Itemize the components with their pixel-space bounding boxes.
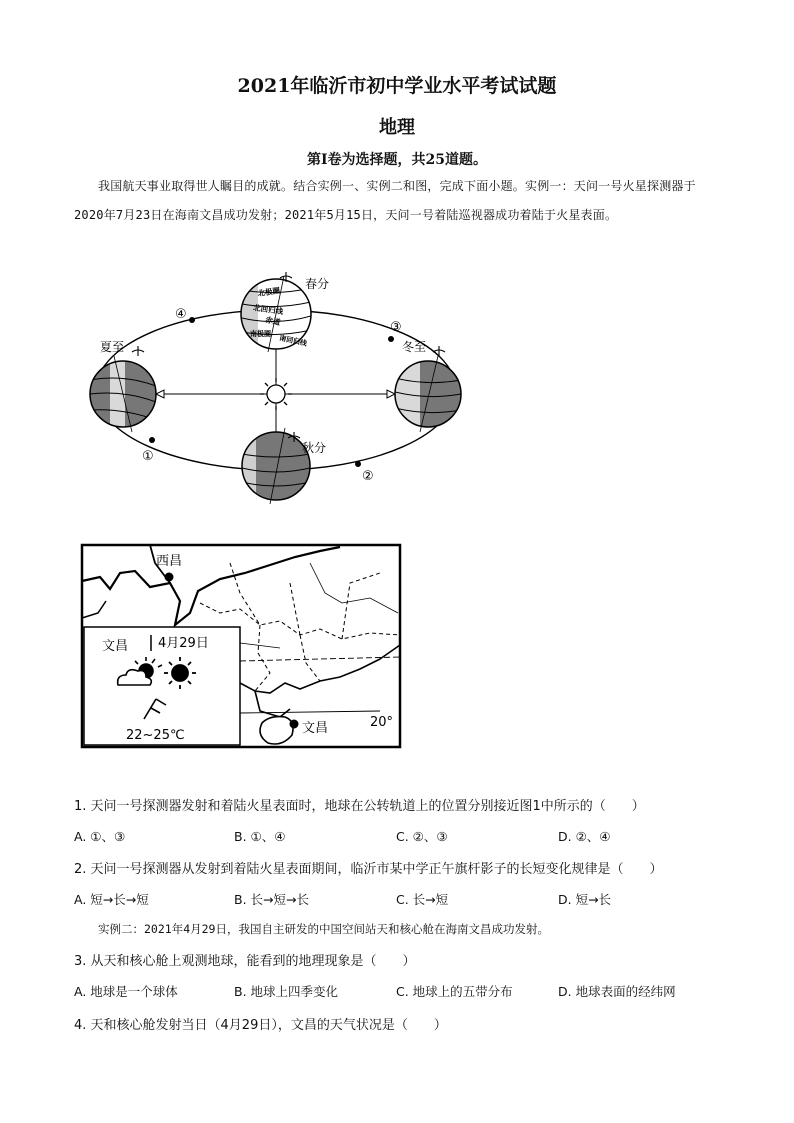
orbit-point-1 [149, 437, 155, 443]
label-summer: 夏至 [100, 340, 125, 354]
question-2-option-d[interactable]: D. 短→长 [558, 892, 612, 907]
earth-orbit-diagram [80, 268, 480, 516]
question-3-option-d[interactable]: D. 地球表面的经纬网 [558, 984, 676, 999]
lat-antarctic: 南极圈 [250, 330, 271, 338]
question-3-option-a[interactable]: A. 地球是一个球体 [74, 984, 178, 999]
question-1-stem: 1. 天问一号探测器发射和着陆火星表面时，地球在公转轨道上的位置分别接近图1中所示的（ ） [74, 799, 645, 814]
section-heading: 第Ⅰ卷为选择题，共25道题。 [306, 152, 488, 168]
label-autumn: 秋分 [302, 441, 327, 455]
lat-tropic-s: 南回归线 [278, 334, 308, 348]
question-1-option-a[interactable]: A. ①、③ [74, 829, 126, 844]
label-point-3: ③ [390, 320, 402, 335]
lat-arctic: 北极圈 [257, 285, 281, 298]
orbit-point-4 [189, 317, 195, 323]
question-3-stem: 3. 从天和核心舱上观测地球，能看到的地理现象是（ ） [74, 954, 416, 969]
question-1-option-b[interactable]: B. ①、④ [234, 829, 286, 844]
intro-paragraph: 我国航天事业取得世人瞩目的成就。结合实例一、实例二和图，完成下面小题。实例一：天问一号火星探测器于2020年7月23日在海南文昌成功发射；2021年5月15日，天问一号着陆巡视器成功着陆于火星表面。 [74, 179, 696, 222]
exam-title: 2021年临沂市初中学业水平考试试题 [237, 75, 557, 97]
label-xichang: 西昌 [156, 554, 183, 569]
earth-autumn [240, 428, 310, 508]
question-2-stem: 2. 天问一号探测器从发射到着陆火星表面期间，临沂市某中学正午旗杆影子的长短变化规律是（ ） [74, 862, 663, 877]
label-point-1: ① [142, 449, 154, 464]
xichang-dot [165, 573, 174, 582]
label-wenchang: 文昌 [302, 721, 329, 736]
question-1-option-d[interactable]: D. ②、④ [558, 829, 611, 844]
wenchang-dot [290, 720, 299, 729]
hainan-island [260, 717, 293, 744]
question-2-option-a[interactable]: A. 短→长→短 [74, 892, 149, 907]
orbit-point-3 [388, 336, 394, 342]
question-3-option-c[interactable]: C. 地球上的五带分布 [396, 984, 513, 999]
question-1-option-c[interactable]: C. ②、③ [396, 829, 448, 844]
question-2-option-c[interactable]: C. 长→短 [396, 892, 449, 907]
south-china-map [80, 543, 402, 749]
case-2-text: 实例二：2021年4月29日，我国自主研发的中国空间站天和核心舱在海南文昌成功发射。 [98, 922, 549, 936]
subject-title: 地理 [379, 117, 415, 138]
question-3-option-b[interactable]: B. 地球上四季变化 [234, 984, 339, 999]
label-point-4: ④ [175, 307, 187, 322]
label-winter: 冬至 [402, 340, 427, 354]
lat-tropic-n: 北回归线 [252, 303, 284, 317]
label-point-2: ② [362, 469, 374, 484]
question-4-stem: 4. 天和核心舱发射当日（4月29日），文昌的天气状况是（ ） [74, 1018, 447, 1033]
question-2-option-b[interactable]: B. 长→短→长 [234, 892, 309, 907]
inset-place: 文昌 [102, 639, 129, 654]
inset-date: 4月29日 [158, 636, 209, 651]
inset-temp: 22~25℃ [126, 728, 185, 743]
lat-equator: 赤道 [264, 315, 282, 328]
orbit-point-2 [355, 461, 361, 467]
label-20-degree: 20° [370, 715, 394, 730]
label-spring: 春分 [305, 277, 330, 291]
